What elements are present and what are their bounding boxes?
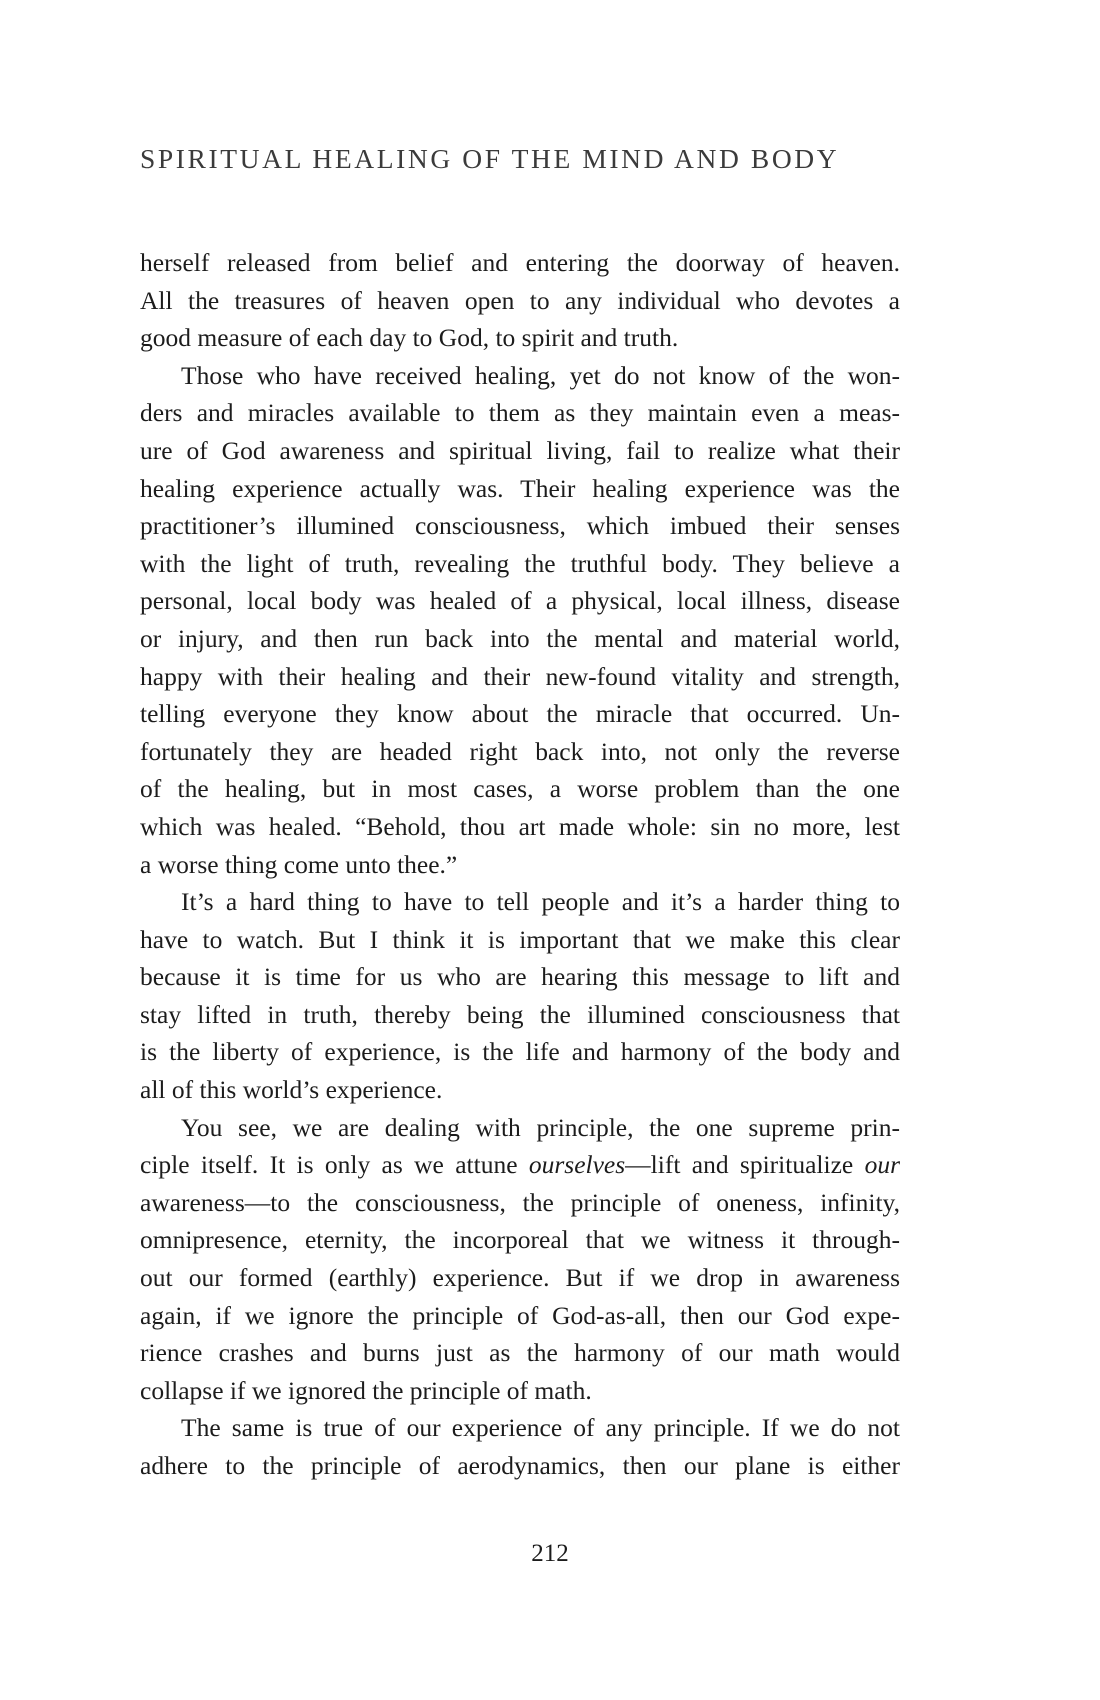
text-line: collapse if we ignored the principle of math. — [140, 1375, 592, 1405]
page-number: 212 — [531, 1540, 569, 1567]
text-line: herself released from belief and entering the doorway of heaven. — [140, 248, 900, 277]
text-segment: —lift and spiritualize — [625, 1150, 865, 1180]
italic-emphasis: ourselves — [528, 1150, 626, 1180]
text-line: personal, local body was healed of a physical, local illness, disease — [140, 586, 900, 616]
text-line: because it is time for us who are hearing this message to lift and — [140, 962, 900, 992]
text-line: out our formed (earthly) experience. But if we drop in awareness — [140, 1263, 900, 1293]
text-line: have to watch. But I think it is important that we make this clear — [140, 924, 900, 954]
text-line: healing experience actually was. Their healing experience was the — [140, 473, 900, 503]
text-line: You see, we are dealing with principle, the one supreme prin- — [181, 1112, 900, 1142]
text-line: Those who have received healing, yet do not know of the won- — [181, 360, 900, 390]
text-line: telling everyone they know about the miracle that occurred. Un- — [140, 699, 900, 729]
text-line: or injury, and then run back into the mental and material world, — [140, 623, 900, 653]
text-line: with the light of truth, revealing the truthful body. They believe a — [140, 548, 900, 578]
text-line: a worse thing come unto thee.” — [140, 849, 458, 879]
text-line: omnipresence, eternity, the incorporeal that we witness it through- — [140, 1225, 900, 1255]
text-line: adhere to the principle of aerodynamics, then our plane is either — [140, 1451, 900, 1480]
text-line: rience crashes and burns just as the harmony of our math would — [140, 1338, 900, 1368]
text-line: good measure of each day to God, to spirit and truth. — [140, 323, 679, 353]
text-line: awareness—to the consciousness, the principle of oneness, infinity, — [140, 1187, 900, 1217]
text-line: all of this world’s experience. — [140, 1075, 443, 1105]
running-head: SPIRITUAL HEALING OF THE MIND AND BODY — [140, 143, 840, 174]
text-line: of the healing, but in most cases, a worse problem than the one — [140, 774, 900, 804]
text-line: fortunately they are headed right back into, not only the reverse — [140, 736, 900, 766]
text-line: which was healed. “Behold, thou art made whole: sin no more, lest — [140, 811, 900, 841]
text-line-with-italics — [140, 1146, 900, 1184]
text-line: ders and miracles available to them as they maintain even a meas- — [140, 398, 900, 428]
body-text — [140, 244, 900, 1485]
text-line: The same is true of our experience of any principle. If we do not — [181, 1413, 900, 1443]
text-line: All the treasures of heaven open to any individual who devotes a — [140, 285, 900, 315]
text-line: is the liberty of experience, is the life and harmony of the body and — [140, 1037, 900, 1067]
text-line: happy with their healing and their new-found vitality and strength, — [140, 661, 900, 691]
text-line: again, if we ignore the principle of God-as-all, then our God expe- — [140, 1300, 900, 1330]
text-segment: ciple itself. It is only as we attune — [140, 1150, 529, 1180]
text-line: ure of God awareness and spiritual living, fail to realize what their — [140, 435, 900, 465]
italic-emphasis: our — [864, 1150, 900, 1180]
text-line: It’s a hard thing to have to tell people and it’s a harder thing to — [181, 887, 900, 917]
text-line: practitioner’s illumined consciousness, which imbued their senses — [140, 511, 900, 541]
text-line: stay lifted in truth, thereby being the illumined consciousness that — [140, 999, 900, 1029]
